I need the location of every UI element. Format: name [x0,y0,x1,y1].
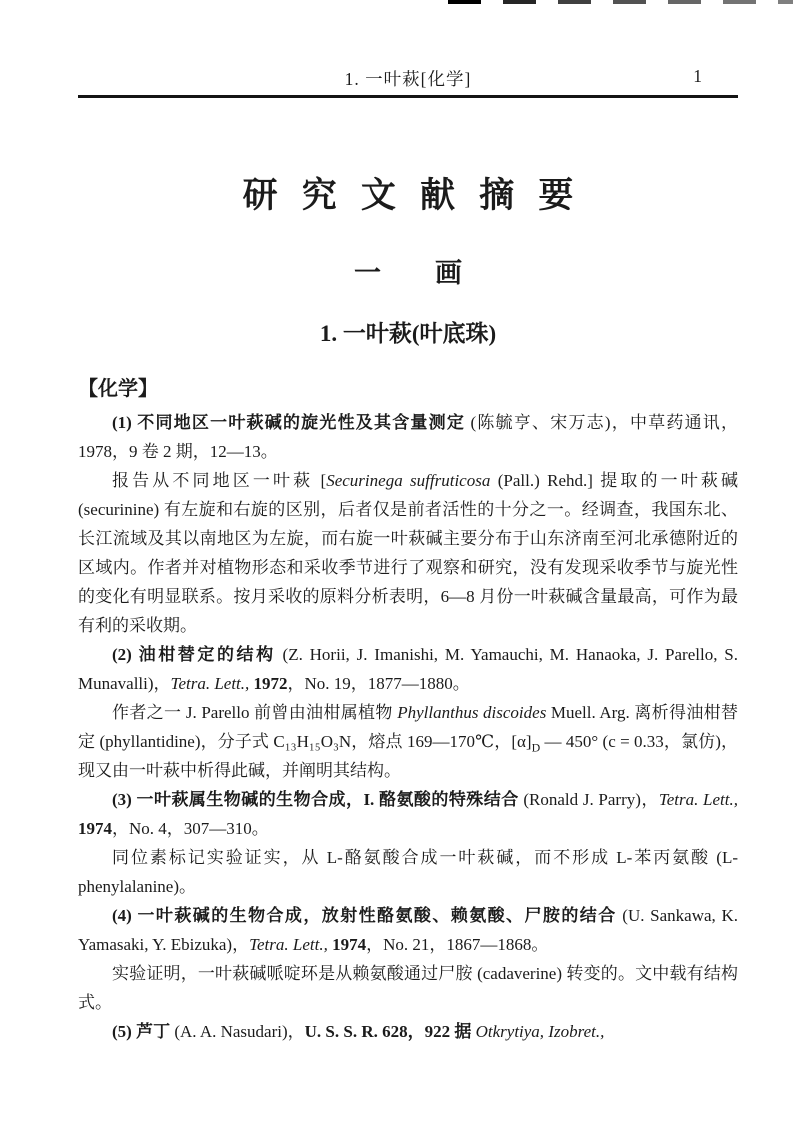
page-content [78,0,738,1046]
header-rule [78,95,738,98]
page-number: 1 [693,66,702,86]
paragraph-abstract-1: 报告从不同地区一叶萩 [Securinega suffruticosa (Pall.) Rehd.] 提取的一叶萩碱 (securinine) 有左旋和右旋的区别，后者仅是前者活性的十分之一。经调查，我国东北、长江流域及其以南地区为左旋，而右旋一叶萩碱主要分布于山东济南至河北承德附近的区域内。作者并对植物形态和采收季节进行了观察和研究，没有发现采收季节与旋光性的变化有明显联系。按月采收的原料分析表明，6—8 月份一叶萩碱含量最高，可作为最有利的采收期。 [78,471,738,635]
running-title: 1. 一叶萩[化学] [344,69,472,89]
entry-heading: 1. 一叶萩(叶底珠) [319,321,497,346]
category-label: 【化学】 [78,378,158,400]
page-header [78,66,738,92]
paragraph-abstract-4: 实验证明，一叶萩碱哌啶环是从赖氨酸通过尸胺 (cadaverine) 转变的。文中载有结构式。 [78,964,738,1012]
paragraph-citation-3: (3) 一叶萩属生物碱的生物合成，I. 酪氨酸的特殊结合 (Ronald J. Parry)，Tetra. Lett., 1974，No. 4，307—310。 [78,790,739,838]
scan-dash [778,0,793,4]
paragraph-citation-4: (4) 一叶萩碱的生物合成，放射性酪氨酸、赖氨酸、尸胺的结合 (U. Sankawa, K. Yamasaki, Y. Ebizuka)，Tetra. Lett., 1974，No. 21，1867—1868。 [78,906,738,954]
paragraph-abstract-2: 作者之一 J. Parello 前曾由油柑属植物 Phyllanthus discoides Muell. Arg. 离析得油柑替定 (phyllantidine)，分子式 C₁₃H₁₅O₃N，熔点 169—170℃，$[\alpha]_D$ — 450° (c = 0.33，氯仿)，现又由一叶萩中析得此碱，并阐明其结构。 [78,703,738,780]
paragraph-abstract-3: 同位素标记实验证实，从 L-酪氨酸合成一叶萩碱，而不形成 L-苯丙氨酸 (L-phenylalanine)。 [78,848,738,896]
stroke-section-heading: 一 画 [354,258,462,288]
paragraph-citation-2: (2) 油柑替定的结构 (Z. Horii, J. Imanishi, M. Yamauchi, M. Hanaoka, J. Parello, S. Munavalli)，Tetra. Lett., 1972，No. 19，1877—1880。 [78,645,738,693]
document-title: 研 究 文 献 摘 要 [242,176,582,215]
abstract-body [78,408,738,1046]
paragraph-citation-5: (5) 芦丁 (A. A. Nasudari)，U. S. S. R. 628，922 据 Otkrytiya, Izobret., [112,1022,605,1041]
paragraph-citation-1: (1) 不同地区一叶萩碱的旋光性及其含量测定 (陈毓亨、宋万志)，中草药通讯，1978，9 卷 2 期，12—13。 [78,413,738,461]
